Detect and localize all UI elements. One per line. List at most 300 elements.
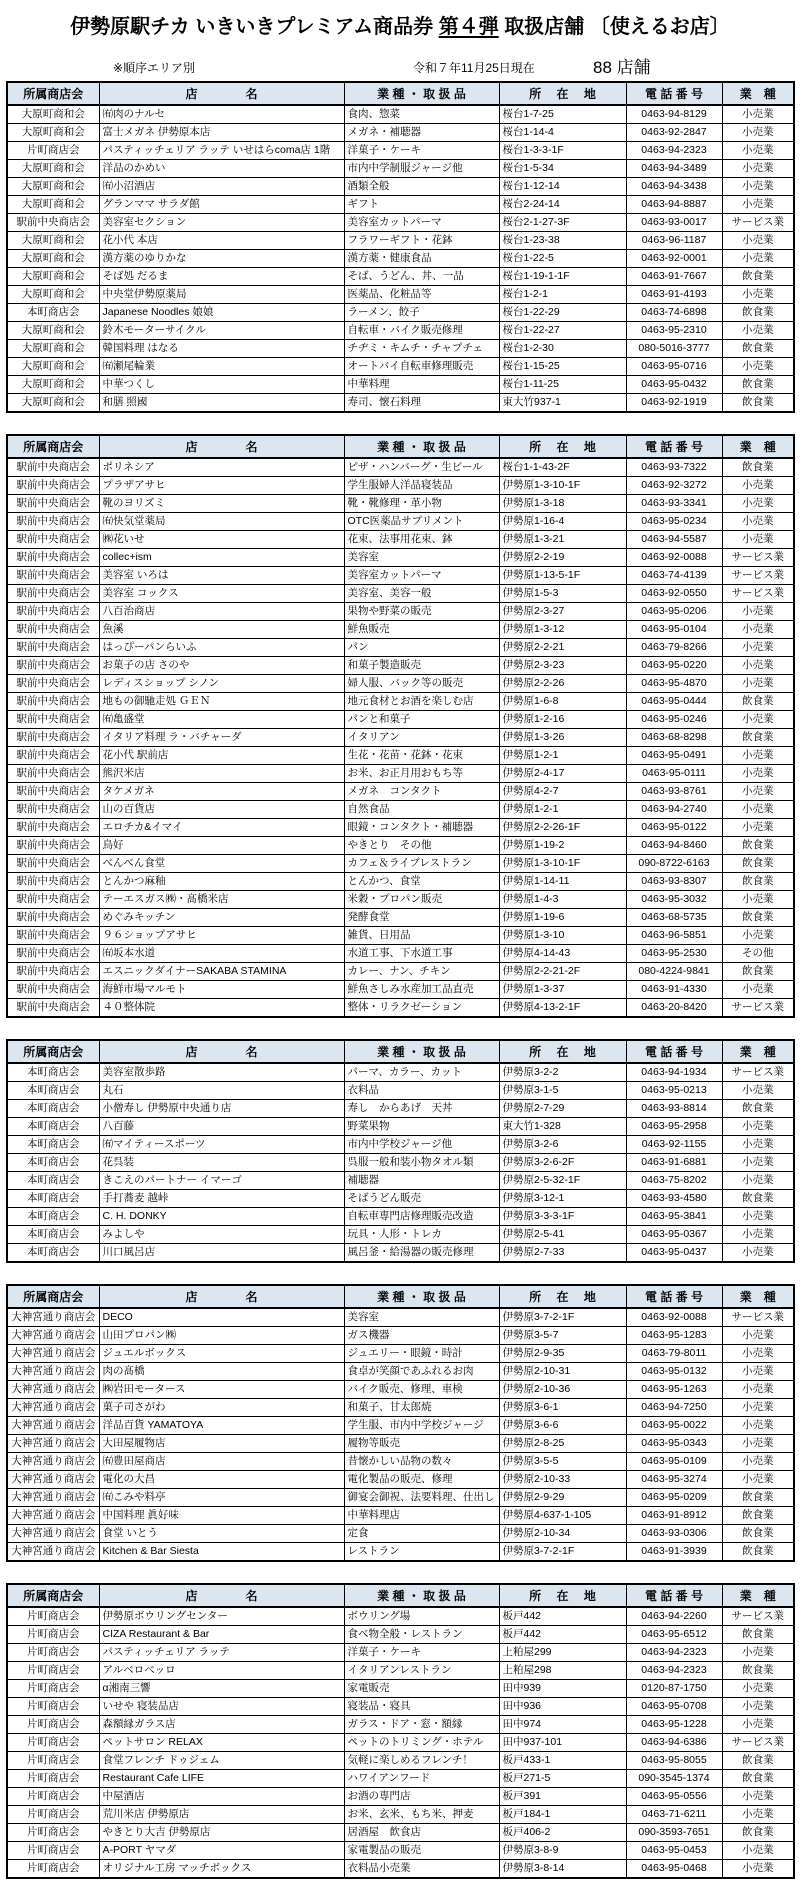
phone-cell: 0463-79-8266 xyxy=(626,639,722,657)
address-cell: 伊勢原2-10-33 xyxy=(499,1471,626,1489)
business-type-cell: 飲食業 xyxy=(722,1752,794,1770)
category-goods-cell: とんかつ、食堂 xyxy=(344,873,499,891)
store-row xyxy=(7,1698,794,1716)
store-name-cell: 伊勢原ボウリングセンター xyxy=(99,1607,344,1626)
association-cell: 大原町商和会 xyxy=(7,250,99,268)
address-cell: 伊勢原3-2-2 xyxy=(499,1063,626,1082)
phone-cell: 0463-95-3841 xyxy=(626,1208,722,1226)
phone-cell: 0463-95-0453 xyxy=(626,1842,722,1860)
category-goods-cell: 衣料品小売業 xyxy=(344,1860,499,1879)
business-type-cell: 小売業 xyxy=(722,639,794,657)
phone-cell: 0463-95-0022 xyxy=(626,1417,722,1435)
store-count: 88 店舗 xyxy=(593,58,651,77)
category-goods-cell: 雑貨、日用品 xyxy=(344,927,499,945)
store-name-cell: 八百治商店 xyxy=(99,603,344,621)
store-name-cell: ４０整体院 xyxy=(99,999,344,1018)
address-cell: 伊勢原2-7-33 xyxy=(499,1244,626,1263)
store-table-4 xyxy=(6,1284,795,1562)
association-cell: 片町商店会 xyxy=(7,1662,99,1680)
association-cell: 駅前中央商店会 xyxy=(7,693,99,711)
address-cell: 上粕屋298 xyxy=(499,1662,626,1680)
address-cell: 桜台1-19-1-1F xyxy=(499,268,626,286)
address-cell: 伊勢原2-5-41 xyxy=(499,1226,626,1244)
store-name-cell: 菓子司さがわ xyxy=(99,1399,344,1417)
category-goods-cell: 美容室、美容一般 xyxy=(344,585,499,603)
store-name-cell: A-PORT ヤマダ xyxy=(99,1842,344,1860)
address-cell: 桜台2-24-14 xyxy=(499,196,626,214)
association-cell: 片町商店会 xyxy=(7,1824,99,1842)
address-cell: 伊勢原2-9-29 xyxy=(499,1489,626,1507)
category-goods-cell: 水道工事、下水道工事 xyxy=(344,945,499,963)
category-goods-cell: 整体・リラクゼーション xyxy=(344,999,499,1018)
store-row xyxy=(7,1806,794,1824)
address-cell: 板戸184-1 xyxy=(499,1806,626,1824)
column-header-phone: 電 話 番 号 xyxy=(626,435,722,458)
store-row xyxy=(7,1644,794,1662)
association-cell: 片町商店会 xyxy=(7,1842,99,1860)
store-row xyxy=(7,196,794,214)
address-cell: 伊勢原2-10-34 xyxy=(499,1525,626,1543)
address-cell: 伊勢原1-4-3 xyxy=(499,891,626,909)
association-cell: 駅前中央商店会 xyxy=(7,945,99,963)
store-row xyxy=(7,214,794,232)
phone-cell: 0463-71-6211 xyxy=(626,1806,722,1824)
business-type-cell: サービス業 xyxy=(722,567,794,585)
category-goods-cell: 漢方薬・健康食品 xyxy=(344,250,499,268)
business-type-cell: 小売業 xyxy=(722,142,794,160)
address-cell: 桜台1-11-25 xyxy=(499,376,626,394)
business-type-cell: サービス業 xyxy=(722,1607,794,1626)
association-cell: 大原町商和会 xyxy=(7,105,99,124)
business-type-cell: 飲食業 xyxy=(722,693,794,711)
business-type-cell: 小売業 xyxy=(722,178,794,196)
column-header-row xyxy=(7,1584,794,1607)
store-name-cell: べんべん食堂 xyxy=(99,855,344,873)
address-cell: 板戸442 xyxy=(499,1607,626,1626)
association-cell: 大原町商和会 xyxy=(7,178,99,196)
address-cell: 伊勢原4-637-1-105 xyxy=(499,1507,626,1525)
phone-cell: 0463-95-0132 xyxy=(626,1363,722,1381)
phone-cell: 0463-74-4139 xyxy=(626,567,722,585)
store-row xyxy=(7,729,794,747)
store-row xyxy=(7,1607,794,1626)
phone-cell: 0463-95-4870 xyxy=(626,675,722,693)
address-cell: 伊勢原3-5-5 xyxy=(499,1453,626,1471)
store-name-cell: 地もの御馳走処 ＧＥＮ xyxy=(99,693,344,711)
category-goods-cell: カレー、ナン、チキン xyxy=(344,963,499,981)
association-cell: 駅前中央商店会 xyxy=(7,531,99,549)
address-cell: 伊勢原4-13-2-1F xyxy=(499,999,626,1018)
store-row xyxy=(7,819,794,837)
store-name-cell: ㈱岩田モータース xyxy=(99,1381,344,1399)
phone-cell: 0463-95-0111 xyxy=(626,765,722,783)
phone-cell: 0463-94-8887 xyxy=(626,196,722,214)
association-cell: 駅前中央商店会 xyxy=(7,999,99,1018)
phone-cell: 0463-95-0206 xyxy=(626,603,722,621)
business-type-cell: 飲食業 xyxy=(722,963,794,981)
address-cell: 伊勢原1-3-21 xyxy=(499,531,626,549)
category-goods-cell: 洋菓子・ケーキ xyxy=(344,1644,499,1662)
address-cell: 伊勢原2-5-32-1F xyxy=(499,1172,626,1190)
column-header-association: 所属商店会 xyxy=(7,82,99,105)
address-cell: 伊勢原1-3-10 xyxy=(499,927,626,945)
address-cell: 伊勢原1-6-8 xyxy=(499,693,626,711)
phone-cell: 0463-93-8814 xyxy=(626,1100,722,1118)
store-row xyxy=(7,1543,794,1562)
business-type-cell: 小売業 xyxy=(722,1363,794,1381)
association-cell: 片町商店会 xyxy=(7,1680,99,1698)
store-row xyxy=(7,394,794,413)
store-row xyxy=(7,1381,794,1399)
category-goods-cell: チヂミ・キムチ・チャプチェ xyxy=(344,340,499,358)
store-name-cell: 鳥好 xyxy=(99,837,344,855)
store-row xyxy=(7,340,794,358)
store-name-cell: 花小代 本店 xyxy=(99,232,344,250)
business-type-cell: 飲食業 xyxy=(722,1190,794,1208)
business-type-cell: 飲食業 xyxy=(722,1626,794,1644)
association-cell: 本町商店会 xyxy=(7,1063,99,1082)
store-row xyxy=(7,837,794,855)
store-name-cell: オリジナル工房 マッチボックス xyxy=(99,1860,344,1879)
association-cell: 大神宮通り商店会 xyxy=(7,1507,99,1525)
phone-cell: 0463-94-8129 xyxy=(626,105,722,124)
address-cell: 伊勢原4-2-7 xyxy=(499,783,626,801)
phone-cell: 0463-75-8202 xyxy=(626,1172,722,1190)
phone-cell: 0463-95-2310 xyxy=(626,322,722,340)
category-goods-cell: お酒の専門店 xyxy=(344,1788,499,1806)
category-goods-cell: 食べ物全般・レストラン xyxy=(344,1626,499,1644)
business-type-cell: 小売業 xyxy=(722,124,794,142)
category-goods-cell: カフェ＆ライブレストラン xyxy=(344,855,499,873)
store-row xyxy=(7,963,794,981)
address-cell: 伊勢原1-2-16 xyxy=(499,711,626,729)
business-type-cell: 飲食業 xyxy=(722,458,794,477)
phone-cell: 0463-95-0491 xyxy=(626,747,722,765)
store-name-cell: グランママ サラダ館 xyxy=(99,196,344,214)
store-name-cell: やきとり大吉 伊勢原店 xyxy=(99,1824,344,1842)
business-type-cell: 飲食業 xyxy=(722,1662,794,1680)
phone-cell: 0463-94-2323 xyxy=(626,142,722,160)
phone-cell: 080-5016-3777 xyxy=(626,340,722,358)
category-goods-cell: 自転車・バイク販売修理 xyxy=(344,322,499,340)
category-goods-cell: 花束、法事用花束、鉢 xyxy=(344,531,499,549)
sort-order-note: ※順序エリア別 xyxy=(113,61,196,75)
subheader-row xyxy=(0,55,800,79)
phone-cell: 0463-95-0444 xyxy=(626,693,722,711)
store-name-cell: お菓子の店 さのや xyxy=(99,657,344,675)
store-row xyxy=(7,801,794,819)
store-name-cell: ㈲マイティースポーツ xyxy=(99,1136,344,1154)
store-name-cell: みよしや xyxy=(99,1226,344,1244)
category-goods-cell: 酒類全般 xyxy=(344,178,499,196)
address-cell: 伊勢原1-3-12 xyxy=(499,621,626,639)
address-cell: 桜台1-1-43-2F xyxy=(499,458,626,477)
phone-cell: 0463-95-1263 xyxy=(626,1381,722,1399)
business-type-cell: 小売業 xyxy=(722,1698,794,1716)
page-title-suffix: 取扱店舗 〔使えるお店〕 xyxy=(498,16,730,38)
association-cell: 大原町商和会 xyxy=(7,196,99,214)
business-type-cell: 小売業 xyxy=(722,477,794,495)
address-cell: 田中974 xyxy=(499,1716,626,1734)
category-goods-cell: 玩具・人形・トレカ xyxy=(344,1226,499,1244)
store-tables-container xyxy=(0,81,800,1879)
store-name-cell: ㈲こみや料亭 xyxy=(99,1489,344,1507)
address-cell: 東大竹1-328 xyxy=(499,1118,626,1136)
store-row xyxy=(7,124,794,142)
category-goods-cell: 美容室 xyxy=(344,549,499,567)
store-row xyxy=(7,675,794,693)
address-cell: 伊勢原2-9-35 xyxy=(499,1345,626,1363)
phone-cell: 0463-95-0209 xyxy=(626,1489,722,1507)
phone-cell: 0463-92-2847 xyxy=(626,124,722,142)
address-cell: 伊勢原3-5-7 xyxy=(499,1327,626,1345)
phone-cell: 0463-93-8761 xyxy=(626,783,722,801)
business-type-cell: サービス業 xyxy=(722,999,794,1018)
store-name-cell: テーエスガス㈱・髙橋米店 xyxy=(99,891,344,909)
store-name-cell: 食堂 いとう xyxy=(99,1525,344,1543)
store-name-cell: 美容室 いろは xyxy=(99,567,344,585)
phone-cell: 0463-91-8912 xyxy=(626,1507,722,1525)
store-name-cell: ポリネシア xyxy=(99,458,344,477)
store-row xyxy=(7,639,794,657)
phone-cell: 0463-93-0017 xyxy=(626,214,722,232)
address-cell: 伊勢原1-19-6 xyxy=(499,909,626,927)
store-name-cell: 山の百貨店 xyxy=(99,801,344,819)
business-type-cell: 小売業 xyxy=(722,1860,794,1879)
category-goods-cell: メガネ コンタクト xyxy=(344,783,499,801)
column-header-address: 所 在 地 xyxy=(499,435,626,458)
store-name-cell: そば処 だるま xyxy=(99,268,344,286)
store-row xyxy=(7,105,794,124)
association-cell: 本町商店会 xyxy=(7,1226,99,1244)
association-cell: 本町商店会 xyxy=(7,1172,99,1190)
store-row xyxy=(7,1471,794,1489)
association-cell: 大原町商和会 xyxy=(7,124,99,142)
association-cell: 片町商店会 xyxy=(7,1770,99,1788)
store-name-cell: ジュエルボックス xyxy=(99,1345,344,1363)
column-header-address: 所 在 地 xyxy=(499,82,626,105)
business-type-cell: 小売業 xyxy=(722,1453,794,1471)
address-cell: 桜台1-22-29 xyxy=(499,304,626,322)
association-cell: 大神宮通り商店会 xyxy=(7,1525,99,1543)
store-name-cell: DECO xyxy=(99,1308,344,1327)
phone-cell: 0463-95-0716 xyxy=(626,358,722,376)
store-row xyxy=(7,945,794,963)
category-goods-cell: オートバイ自転車修理販売 xyxy=(344,358,499,376)
phone-cell: 0463-95-6512 xyxy=(626,1626,722,1644)
column-header-phone: 電 話 番 号 xyxy=(626,1040,722,1063)
association-cell: 本町商店会 xyxy=(7,1136,99,1154)
association-cell: 駅前中央商店会 xyxy=(7,801,99,819)
store-table-1 xyxy=(6,81,795,413)
store-row xyxy=(7,1417,794,1435)
business-type-cell: 飲食業 xyxy=(722,909,794,927)
phone-cell: 0463-95-0246 xyxy=(626,711,722,729)
column-header-phone: 電 話 番 号 xyxy=(626,1285,722,1308)
address-cell: 伊勢原2-2-26 xyxy=(499,675,626,693)
store-name-cell: 熊沢米店 xyxy=(99,765,344,783)
store-row xyxy=(7,1752,794,1770)
business-type-cell: 小売業 xyxy=(722,1082,794,1100)
business-type-cell: 小売業 xyxy=(722,621,794,639)
address-cell: 伊勢原3-8-9 xyxy=(499,1842,626,1860)
store-table-2 xyxy=(6,434,795,1018)
address-cell: 桜台1-14-4 xyxy=(499,124,626,142)
business-type-cell: 小売業 xyxy=(722,250,794,268)
address-cell: 桜台1-2-30 xyxy=(499,340,626,358)
business-type-cell: 小売業 xyxy=(722,1399,794,1417)
store-row xyxy=(7,1244,794,1263)
address-cell: 伊勢原2-2-26-1F xyxy=(499,819,626,837)
store-row xyxy=(7,693,794,711)
phone-cell: 0463-95-0220 xyxy=(626,657,722,675)
business-type-cell: 小売業 xyxy=(722,495,794,513)
store-name-cell: ㈲肉のナルセ xyxy=(99,105,344,124)
address-cell: 桜台1-22-5 xyxy=(499,250,626,268)
phone-cell: 0463-95-0234 xyxy=(626,513,722,531)
store-name-cell: 美容室セクション xyxy=(99,214,344,232)
store-row xyxy=(7,1770,794,1788)
store-name-cell: collec+ism xyxy=(99,549,344,567)
store-row xyxy=(7,286,794,304)
store-name-cell: 和膳 照國 xyxy=(99,394,344,413)
business-type-cell: 飲食業 xyxy=(722,304,794,322)
category-goods-cell: 果物や野菜の販売 xyxy=(344,603,499,621)
category-goods-cell: 昔懐かしい品物の数々 xyxy=(344,1453,499,1471)
column-header-address: 所 在 地 xyxy=(499,1040,626,1063)
phone-cell: 0463-95-0213 xyxy=(626,1082,722,1100)
column-header-store-name: 店 名 xyxy=(99,1040,344,1063)
business-type-cell: 小売業 xyxy=(722,675,794,693)
business-type-cell: 小売業 xyxy=(722,232,794,250)
association-cell: 大神宮通り商店会 xyxy=(7,1489,99,1507)
business-type-cell: 飲食業 xyxy=(722,376,794,394)
business-type-cell: 小売業 xyxy=(722,1788,794,1806)
address-cell: 桜台1-2-1 xyxy=(499,286,626,304)
phone-cell: 0463-95-0432 xyxy=(626,376,722,394)
association-cell: 駅前中央商店会 xyxy=(7,567,99,585)
phone-cell: 0463-95-2530 xyxy=(626,945,722,963)
store-name-cell: プラザアサヒ xyxy=(99,477,344,495)
column-header-business-type: 業 種 xyxy=(722,1285,794,1308)
category-goods-cell: 電化製品の販売、修理 xyxy=(344,1471,499,1489)
store-row xyxy=(7,765,794,783)
category-goods-cell: 市内中学校ジャージ他 xyxy=(344,1136,499,1154)
phone-cell: 0463-92-0001 xyxy=(626,250,722,268)
association-cell: 大神宮通り商店会 xyxy=(7,1471,99,1489)
address-cell: 桜台1-3-3-1F xyxy=(499,142,626,160)
store-name-cell: 小僧寿し 伊勢原中央通り店 xyxy=(99,1100,344,1118)
business-type-cell: 飲食業 xyxy=(722,1100,794,1118)
store-name-cell: めぐみキッチン xyxy=(99,909,344,927)
phone-cell: 0463-92-0088 xyxy=(626,1308,722,1327)
store-row xyxy=(7,855,794,873)
address-cell: 伊勢原1-19-2 xyxy=(499,837,626,855)
column-header-association: 所属商店会 xyxy=(7,1584,99,1607)
association-cell: 片町商店会 xyxy=(7,1860,99,1879)
column-header-phone: 電 話 番 号 xyxy=(626,82,722,105)
column-header-store-name: 店 名 xyxy=(99,82,344,105)
address-cell: 伊勢原1-3-10-1F xyxy=(499,477,626,495)
category-goods-cell: 眼鏡・コンタクト・補聴器 xyxy=(344,819,499,837)
address-cell: 伊勢原1-16-4 xyxy=(499,513,626,531)
association-cell: 駅前中央商店会 xyxy=(7,837,99,855)
category-goods-cell: そば、うどん、丼、一品 xyxy=(344,268,499,286)
store-name-cell: エロチカ&イマイ xyxy=(99,819,344,837)
category-goods-cell: 定食 xyxy=(344,1525,499,1543)
address-cell: 伊勢原1-14-11 xyxy=(499,873,626,891)
association-cell: 駅前中央商店会 xyxy=(7,214,99,232)
store-row xyxy=(7,873,794,891)
association-cell: 本町商店会 xyxy=(7,1190,99,1208)
business-type-cell: その他 xyxy=(722,945,794,963)
store-name-cell: いせや 寝装品店 xyxy=(99,1698,344,1716)
phone-cell: 0463-93-3341 xyxy=(626,495,722,513)
store-name-cell: 食堂フレンチ ドゥジェム xyxy=(99,1752,344,1770)
address-cell: 伊勢原3-6-6 xyxy=(499,1417,626,1435)
address-cell: 桜台1-23-38 xyxy=(499,232,626,250)
address-cell: 伊勢原2-7-29 xyxy=(499,1100,626,1118)
phone-cell: 0463-95-2958 xyxy=(626,1118,722,1136)
category-goods-cell: 野菜果物 xyxy=(344,1118,499,1136)
address-cell: 田中936 xyxy=(499,1698,626,1716)
store-row xyxy=(7,268,794,286)
store-name-cell: ㈲快気堂薬局 xyxy=(99,513,344,531)
store-row xyxy=(7,1716,794,1734)
store-name-cell: はっぴーパンらいふ xyxy=(99,639,344,657)
store-row xyxy=(7,1063,794,1082)
store-row xyxy=(7,1082,794,1100)
address-cell: 伊勢原1-13-5-1F xyxy=(499,567,626,585)
address-cell: 伊勢原2-10-31 xyxy=(499,1363,626,1381)
store-table-5 xyxy=(6,1583,795,1879)
store-name-cell: イタリア料理 ラ・バチャーダ xyxy=(99,729,344,747)
phone-cell: 0463-94-7250 xyxy=(626,1399,722,1417)
category-goods-cell: メガネ・補聴器 xyxy=(344,124,499,142)
category-goods-cell: ハワイアンフード xyxy=(344,1770,499,1788)
phone-cell: 0463-94-6386 xyxy=(626,1734,722,1752)
business-type-cell: 飲食業 xyxy=(722,1489,794,1507)
business-type-cell: 小売業 xyxy=(722,1327,794,1345)
address-cell: 上粕屋299 xyxy=(499,1644,626,1662)
store-row xyxy=(7,1345,794,1363)
association-cell: 大原町商和会 xyxy=(7,232,99,250)
address-cell: 伊勢原4-14-43 xyxy=(499,945,626,963)
business-type-cell: 小売業 xyxy=(722,1172,794,1190)
store-name-cell: パスティッチェリア ラッテ xyxy=(99,1644,344,1662)
store-row xyxy=(7,1208,794,1226)
business-type-cell: 小売業 xyxy=(722,1842,794,1860)
business-type-cell: 飲食業 xyxy=(722,268,794,286)
phone-cell: 0463-95-0367 xyxy=(626,1226,722,1244)
phone-cell: 0463-91-7667 xyxy=(626,268,722,286)
category-goods-cell: 生花・花苗・花鉢・花束 xyxy=(344,747,499,765)
store-name-cell: 大田屋履物店 xyxy=(99,1435,344,1453)
store-name-cell: 手打蕎麦 越峠 xyxy=(99,1190,344,1208)
store-row xyxy=(7,304,794,322)
column-header-phone: 電 話 番 号 xyxy=(626,1584,722,1607)
address-cell: 伊勢原2-2-19 xyxy=(499,549,626,567)
category-goods-cell: 学生服、市内中学校ジャージ xyxy=(344,1417,499,1435)
store-row xyxy=(7,531,794,549)
phone-cell: 0463-94-2260 xyxy=(626,1607,722,1626)
business-type-cell: 小売業 xyxy=(722,1118,794,1136)
association-cell: 駅前中央商店会 xyxy=(7,927,99,945)
phone-cell: 0463-92-1919 xyxy=(626,394,722,413)
address-cell: 桜台1-5-34 xyxy=(499,160,626,178)
store-row xyxy=(7,783,794,801)
phone-cell: 0463-95-1228 xyxy=(626,1716,722,1734)
